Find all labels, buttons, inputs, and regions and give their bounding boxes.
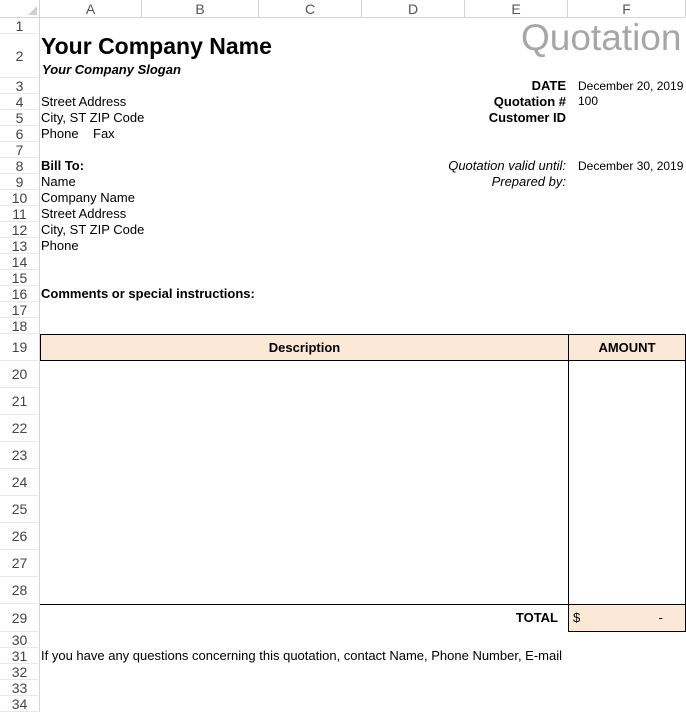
- company-city[interactable]: City, ST ZIP Code: [41, 110, 145, 125]
- footer-contact-note[interactable]: If you have any questions concerning this quotation, contact Name, Phone Number, E-mail: [41, 648, 563, 663]
- row-header[interactable]: 3: [0, 78, 40, 94]
- total-value: -: [658, 610, 663, 625]
- row-header[interactable]: 29: [0, 604, 40, 632]
- description-header-cell[interactable]: [40, 334, 569, 361]
- row-header[interactable]: 10: [0, 190, 40, 206]
- bill-to-street[interactable]: Street Address: [41, 206, 127, 221]
- row-header[interactable]: 13: [0, 238, 40, 254]
- column-header-d[interactable]: D: [362, 0, 465, 18]
- row-header[interactable]: 27: [0, 550, 40, 577]
- amount-header: AMOUNT: [598, 340, 656, 355]
- date-value[interactable]: December 20, 2019: [578, 79, 684, 93]
- column-header-f[interactable]: F: [568, 0, 686, 18]
- company-slogan[interactable]: Your Company Slogan: [42, 62, 181, 77]
- bill-to-name[interactable]: Name: [41, 174, 76, 189]
- customer-id-label[interactable]: Customer ID: [488, 110, 566, 125]
- row-header[interactable]: 19: [0, 334, 40, 361]
- quotation-number-value[interactable]: 100: [578, 94, 599, 108]
- row-header[interactable]: 14: [0, 254, 40, 270]
- row-header[interactable]: 4: [0, 94, 40, 110]
- column-header-b[interactable]: B: [142, 0, 259, 18]
- row-header[interactable]: 28: [0, 577, 40, 604]
- row-header[interactable]: 12: [0, 222, 40, 238]
- column-header-a[interactable]: A: [40, 0, 142, 18]
- bill-to-city[interactable]: City, ST ZIP Code: [41, 222, 145, 237]
- quotation-number-label[interactable]: Quotation #: [493, 94, 566, 109]
- row-header[interactable]: 5: [0, 110, 40, 126]
- row-header[interactable]: 25: [0, 496, 40, 523]
- date-label[interactable]: DATE: [531, 78, 566, 93]
- row-header[interactable]: 23: [0, 442, 40, 469]
- company-phone[interactable]: Phone: [41, 126, 79, 141]
- row-header[interactable]: 33: [0, 680, 40, 696]
- row-header[interactable]: 30: [0, 632, 40, 648]
- document-title[interactable]: Quotation: [521, 17, 682, 58]
- total-currency: $: [573, 610, 581, 625]
- prepared-by-label[interactable]: Prepared by:: [491, 174, 566, 189]
- description-header: Description: [268, 340, 341, 355]
- bill-to-phone[interactable]: Phone: [41, 238, 79, 253]
- total-amount-cell[interactable]: [568, 604, 686, 632]
- column-header-e[interactable]: E: [465, 0, 568, 18]
- row-header[interactable]: 9: [0, 174, 40, 190]
- amount-area[interactable]: [568, 360, 686, 605]
- row-header[interactable]: 21: [0, 388, 40, 415]
- bill-to-company[interactable]: Company Name: [41, 190, 135, 205]
- row-header[interactable]: 17: [0, 302, 40, 318]
- amount-header-cell[interactable]: [568, 334, 686, 361]
- row-header[interactable]: 32: [0, 664, 40, 680]
- row-header[interactable]: 18: [0, 318, 40, 334]
- row-header[interactable]: 6: [0, 126, 40, 142]
- select-all-corner[interactable]: [0, 0, 40, 18]
- row-header[interactable]: 8: [0, 158, 40, 174]
- row-header[interactable]: 11: [0, 206, 40, 222]
- row-header[interactable]: 16: [0, 286, 40, 302]
- company-street[interactable]: Street Address: [41, 94, 127, 109]
- company-name[interactable]: Your Company Name: [41, 33, 272, 59]
- column-header-c[interactable]: C: [259, 0, 362, 18]
- row-header[interactable]: 24: [0, 469, 40, 496]
- bill-to-label[interactable]: Bill To:: [41, 158, 85, 173]
- row-header[interactable]: 1: [0, 18, 40, 34]
- row-header[interactable]: 7: [0, 142, 40, 158]
- comments-label[interactable]: Comments or special instructions:: [41, 286, 255, 301]
- valid-until-value[interactable]: December 30, 2019: [578, 159, 684, 173]
- row-header[interactable]: 22: [0, 415, 40, 442]
- row-header[interactable]: 15: [0, 270, 40, 286]
- row-header[interactable]: 2: [0, 34, 40, 78]
- row-header[interactable]: 31: [0, 648, 40, 664]
- row-header[interactable]: 20: [0, 361, 40, 388]
- row-header[interactable]: 26: [0, 523, 40, 550]
- total-label[interactable]: TOTAL: [515, 610, 558, 625]
- row-header[interactable]: 34: [0, 696, 40, 712]
- valid-until-label[interactable]: Quotation valid until:: [448, 158, 566, 173]
- description-area[interactable]: [40, 360, 569, 605]
- company-fax[interactable]: Fax: [93, 126, 115, 141]
